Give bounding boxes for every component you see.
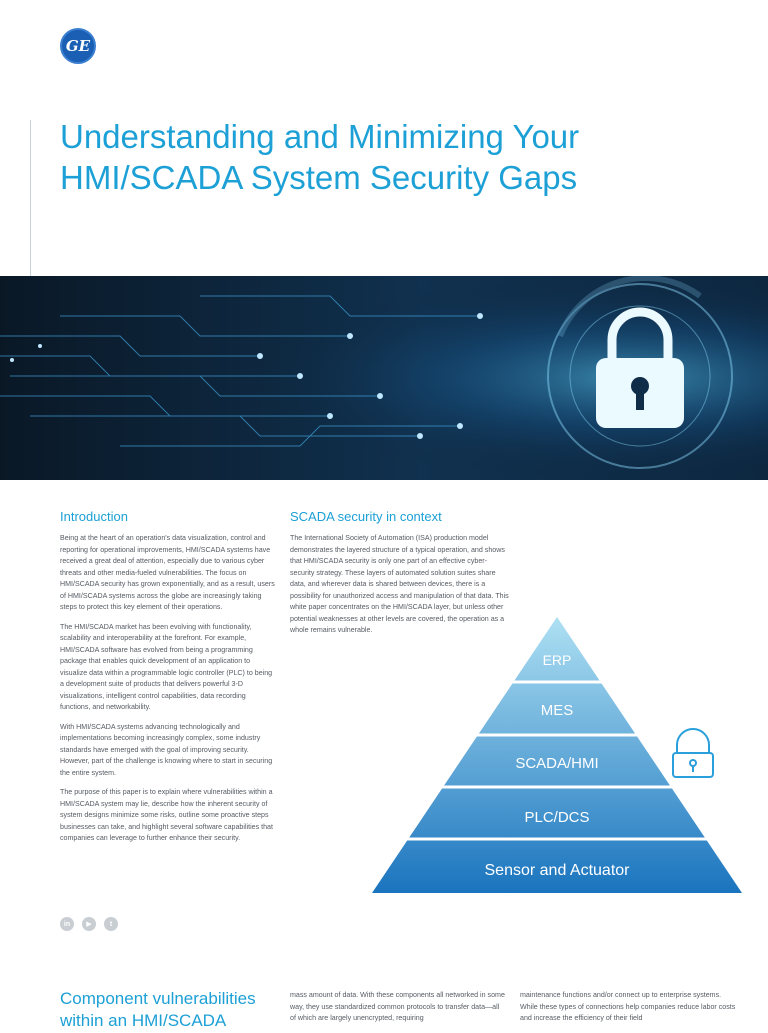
- component-paragraph: mass amount of data. With these components all networked in some way, they use standardized common protocols to transfer data—all of which are largely unencrypted, requiring: [290, 991, 505, 1022]
- pyramid-layer-label: Sensor and Actuator: [484, 862, 630, 879]
- introduction-heading: Introduction: [60, 509, 128, 524]
- pyramid-layer-label: ERP: [542, 652, 572, 668]
- isa-pyramid: [372, 617, 742, 895]
- pyramid-layer-label: SCADA/HMI: [515, 755, 599, 772]
- pyramid-layer-label: PLC/DCS: [524, 809, 590, 826]
- context-heading: SCADA security in context: [290, 509, 442, 524]
- youtube-icon[interactable]: ▶: [82, 917, 96, 931]
- context-paragraph: The International Society of Automation (ISA) production model demonstrates the layered structure of a typical operation, and shows that HMI/SCADA security is only one part of an effective cyber-security strategy. These layers of automated solution suites share data, and wherever data is shared between devices, there is a possibility for unauthorized access and manipulation of that data. This white paper concentrates on the HMI/SCADA layer, but unless other potential weaknesses at other levels are covered, the operation as a whole remains vulnerable.: [290, 534, 509, 634]
- intro-paragraph: With HMI/SCADA systems advancing technologically and implementations becoming increasingly complex, some industry standards have emerged with the goal of improving security. However, part of the challenge is knowing where to start in securing the entire system.: [60, 722, 273, 777]
- pyramid-layer-label: MES: [540, 702, 574, 719]
- social-links: [60, 917, 118, 931]
- hero-banner: [0, 276, 768, 480]
- component-body-col3: [520, 990, 740, 1033]
- intro-paragraph: Being at the heart of an operation's data visualization, control and reporting for operational improvements, HMI/SCADA systems have received a great deal of attention, especially due to various cyber threats and other media-fueled vulnerabilities. The focus on HMI/SCADA security has grown exponentially, and as a result, users of HMI/SCADA systems across the globe are increasingly taking steps to protect this key element of their operations.: [60, 534, 275, 611]
- ge-logo: GE: [60, 28, 96, 64]
- intro-paragraph: The HMI/SCADA market has been evolving with functionality, scalability and interoperability at the forefront. For example, HMI/SCADA software has evolved from being a programming package that enables quick development of an application to visualize data within a programmable logic controller (PLC) to being a development suite of products that delivers powerful 3-D visualizations, intelligent control capabilities, data recording functions, and networkability.: [60, 622, 273, 711]
- component-paragraph: maintenance functions and/or connect up to enterprise systems. While these types of connections help companies reduce labor costs and increase the efficiency of their field: [520, 991, 736, 1022]
- introduction-body: [60, 533, 278, 853]
- twitter-icon[interactable]: t: [104, 917, 118, 931]
- document-title: Understanding and Minimizing Your HMI/SCADA System Security Gaps: [60, 118, 580, 196]
- component-heading: Component vulnerabilities within an HMI/SCADA: [60, 989, 256, 1030]
- intro-paragraph: The purpose of this paper is to explain where vulnerabilities within a HMI/SCADA system may lie, describe how the inherent security of system designs minimize some risks, outline some proactive steps businesses can take, and highlight several software capabilities that companies can leverage to further enhance their security.: [60, 788, 273, 842]
- linkedin-icon[interactable]: in: [60, 917, 74, 931]
- hero-graphic: [0, 276, 768, 480]
- title-accent-line: [30, 120, 31, 280]
- component-body-col2: [290, 990, 506, 1033]
